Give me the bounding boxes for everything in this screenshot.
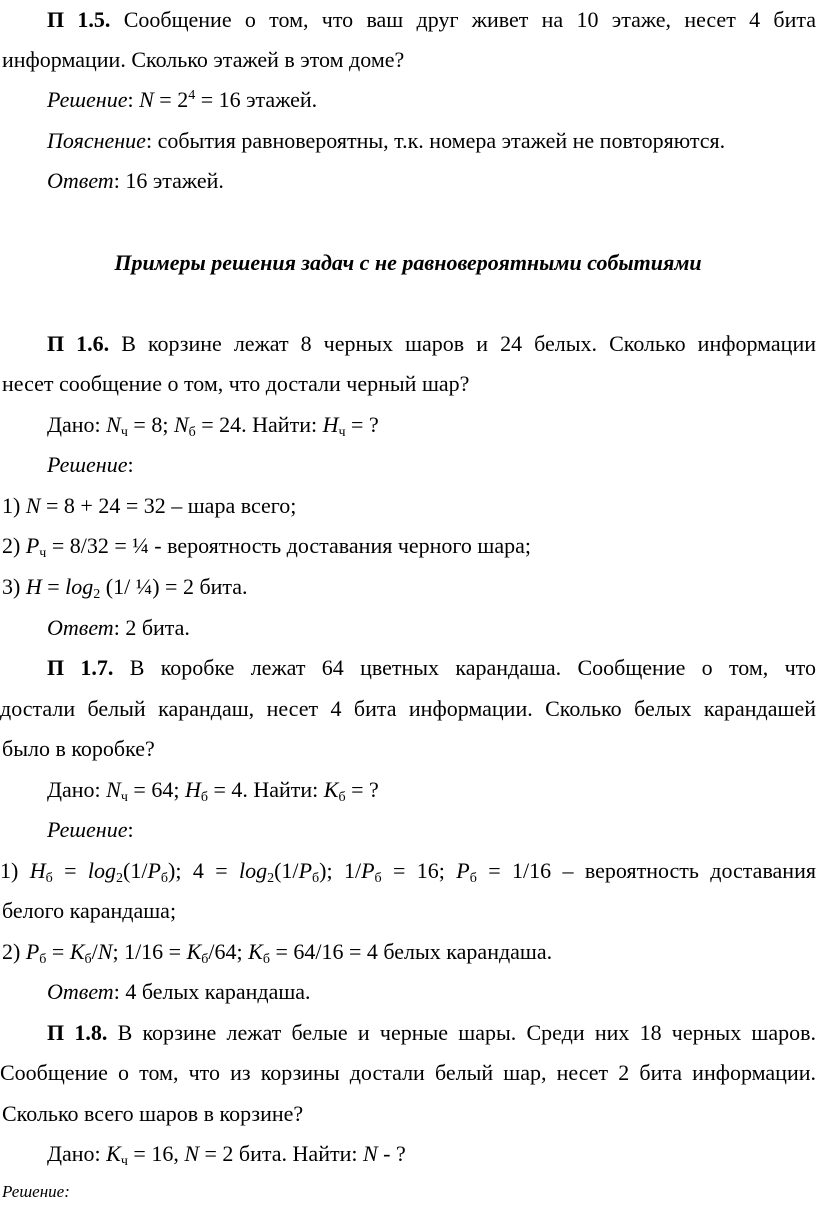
p15-text-1: Сообщение о том, что ваш друг живет на 10 этаже, несет 4 бита [123,7,816,32]
p18-solution-label: Решение: [2,1182,70,1201]
p18-line3: Сколько всего шаров в корзине? [2,1101,304,1126]
p18-line1 [0,1013,816,1054]
p18-line2: Сообщение о том, что из корзины достали белый шар, несет 2 бита информации. [0,1060,816,1085]
p16-answer-label: Ответ [47,615,114,640]
p16-step3: 3) $H = \log_2 (1/$ ¼) = 2 бита. [2,574,248,602]
p16-answer: Ответ: 2 бита. [47,615,190,640]
section-heading: Примеры решения задач с не равновероятными событиями [114,250,702,275]
p18-solution-label-text: Решение [2,1182,65,1201]
p15-line1 [0,0,816,41]
p16-answer-text: 2 бита. [125,615,190,640]
p17-step1: 1) $H_б = \log_2(1/P_б)$; $4 = \log_2(1/P_б)$; $1/P_б = 16$; $P_б = 1/16$ – вероятность доставания [0,858,816,886]
p16-text-1: В корзине лежат 8 черных шаров и 24 белых. Сколько информации [121,331,816,356]
p18-given: Дано: $K_ч = 16$, N = 2 бита. Найти: N - ? [47,1141,406,1169]
p16-step1: 1) N = 8 + 24 = 32 – шара всего; [2,493,297,518]
p17-step2: 2) $P_б = K_б/N$; $1/16 = K_б/64$; $K_б = 64/16 = 4$ белых карандаша. [2,939,553,967]
p15-explanation: Пояснение: события равновероятны, т.к. номера этажей не повторяются. [47,128,726,153]
p17-solution-label: Решение: [47,817,134,842]
p16-number: П 1.6. [47,331,110,356]
p17-answer: Ответ: 4 белых карандаша. [47,979,311,1004]
p15-explanation-label: Пояснение [47,128,146,153]
p17-given: Дано: $N_ч = 64$; $H_б = 4$. Найти: $K_б$ = ? [47,777,379,805]
p17-number: П 1.7. [47,655,114,680]
p17-solution-label-text: Решение [47,817,128,842]
p17-text-1: В коробке лежат 64 цветных карандаша. Сообщение о том, что [129,655,816,680]
p18-text-1: В корзине лежат белые и черные шары. Среди них 18 черных шаров. [117,1020,816,1045]
p15-answer: Ответ: 16 этажей. [47,168,224,193]
p17-step1-cont: белого карандаша; [2,898,177,923]
p17-line3: было в коробке? [2,736,155,761]
p16-step2: 2) $P_ч = 8/32$ = ¼ - вероятность доставания черного шара; [2,533,531,561]
p15-answer-text: 16 этажей. [125,168,224,193]
p15-solution: Решение: $N = 2^4 = 16$ этажей. [47,87,318,112]
p15-number: П 1.5. [47,7,111,32]
p17-answer-text: 4 белых карандаша. [125,979,311,1004]
p17-answer-label: Ответ [47,979,114,1004]
p15-answer-label: Ответ [47,168,114,193]
p15-solution-label: Решение [47,87,128,112]
p15-line2: информации. Сколько этажей в этом доме? [2,47,405,72]
p16-line1 [0,324,816,365]
p16-solution-label-text: Решение [47,452,128,477]
p15-explanation-text: события равновероятны, т.к. номера этажей не повторяются. [157,128,726,153]
p16-line2: несет сообщение о том, что достали черный шар? [2,371,470,396]
p16-given: Дано: $N_ч = 8$; $N_б = 24$. Найти: $H_ч$ = ? [47,412,379,440]
p17-line2: достали белый карандаш, несет 4 бита информации. Сколько белых карандашей [0,696,816,721]
p18-number: П 1.8. [47,1020,108,1045]
p16-solution-label: Решение: [47,452,134,477]
p17-line1 [0,648,816,689]
